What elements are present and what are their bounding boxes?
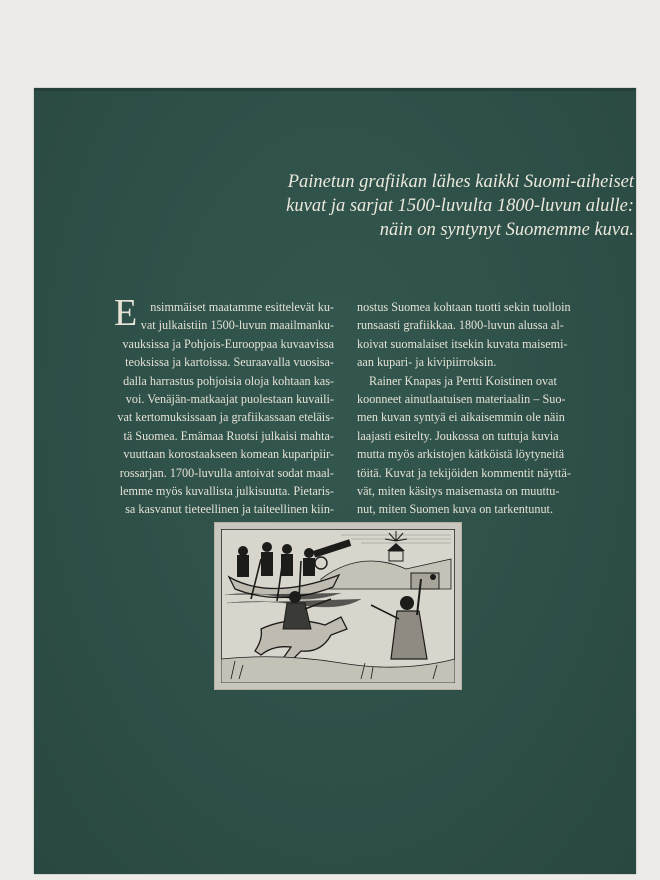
text-line: aan kupari- ja kivipiirroksin. (357, 355, 497, 370)
body-text-left-column (112, 292, 334, 519)
woodcut-illustration (221, 529, 455, 683)
text-line: nostus Suomea kohtaan tuotti sekin tuolloin (357, 300, 571, 314)
text-line: nsimmäiset maatamme esittelevät ku- (150, 300, 334, 314)
cover-top-edge (34, 88, 636, 91)
tagline-line: Painetun grafiikan lähes kaikki Suomi-aiheiset (287, 172, 634, 192)
text-line: vät, miten käsitys maisemasta on muuttu- (357, 484, 560, 499)
text-line: töitä. Kuvat ja tekijöiden kommentit näyttä- (357, 465, 571, 480)
tagline-line: näin on syntynyt Suomemme kuva. (379, 220, 634, 240)
text-line: vuuttaan korostaakseen komean kuparipiir- (123, 447, 334, 462)
text-line: koonneet ainutlaatuisen materiaalin – Suo- (357, 392, 566, 407)
text-line: nut, miten Suomen kuva on tarkentunut. (357, 502, 553, 517)
text-line: teoksissa ja kartoissa. Seuraavalla vuosisa- (125, 355, 334, 370)
text-line: laajasti esitelty. Joukossa on tuttuja kuvia (357, 428, 559, 443)
woodcut-illustration-frame (214, 522, 462, 690)
text-line: Rainer Knapas ja Pertti Koistinen ovat (369, 373, 557, 388)
tagline-line: kuvat ja sarjat 1500-luvulta 1800-luvun alulle: (286, 196, 634, 216)
text-line: mutta myös arkistojen kätköistä löytyneitä (357, 447, 565, 462)
text-line: runsaasti grafiikkaa. 1800-luvun alussa al- (357, 318, 564, 333)
text-line: rossarjan. 1700-luvulla antoivat sodat maal- (119, 465, 334, 480)
text-line: koivat suomalaiset itsekin kuvata maisemi- (357, 336, 568, 351)
text-line: dalla harrastus pohjoisia oloja kohtaan kas- (123, 373, 334, 388)
text-line: men kuvan syntyä ei aikaisemmin ole näin (357, 410, 565, 425)
text-line: sa kasvanut tieteellinen ja taiteellinen kiin- (125, 502, 334, 517)
text-line: tä Suomea. Emämaa Ruotsi julkaisi mahta- (123, 428, 334, 443)
text-line: lemme myös kuvallista julkisuutta. Pietaris- (119, 484, 334, 499)
text-line: vat julkaistiin 1500-luvun maailmanku- (140, 318, 334, 333)
text-line: voi. Venäjän-matkaajat puolestaan kuvaili- (125, 392, 334, 407)
text-line: vauksissa ja Pohjois-Eurooppaa kuvaavissa (122, 336, 334, 351)
tagline (164, 170, 634, 242)
text-line: vat kertomuksissaan ja grafiikassaan eteläis- (117, 410, 334, 425)
body-text-right-column (357, 298, 582, 519)
drop-cap: E (114, 292, 138, 334)
